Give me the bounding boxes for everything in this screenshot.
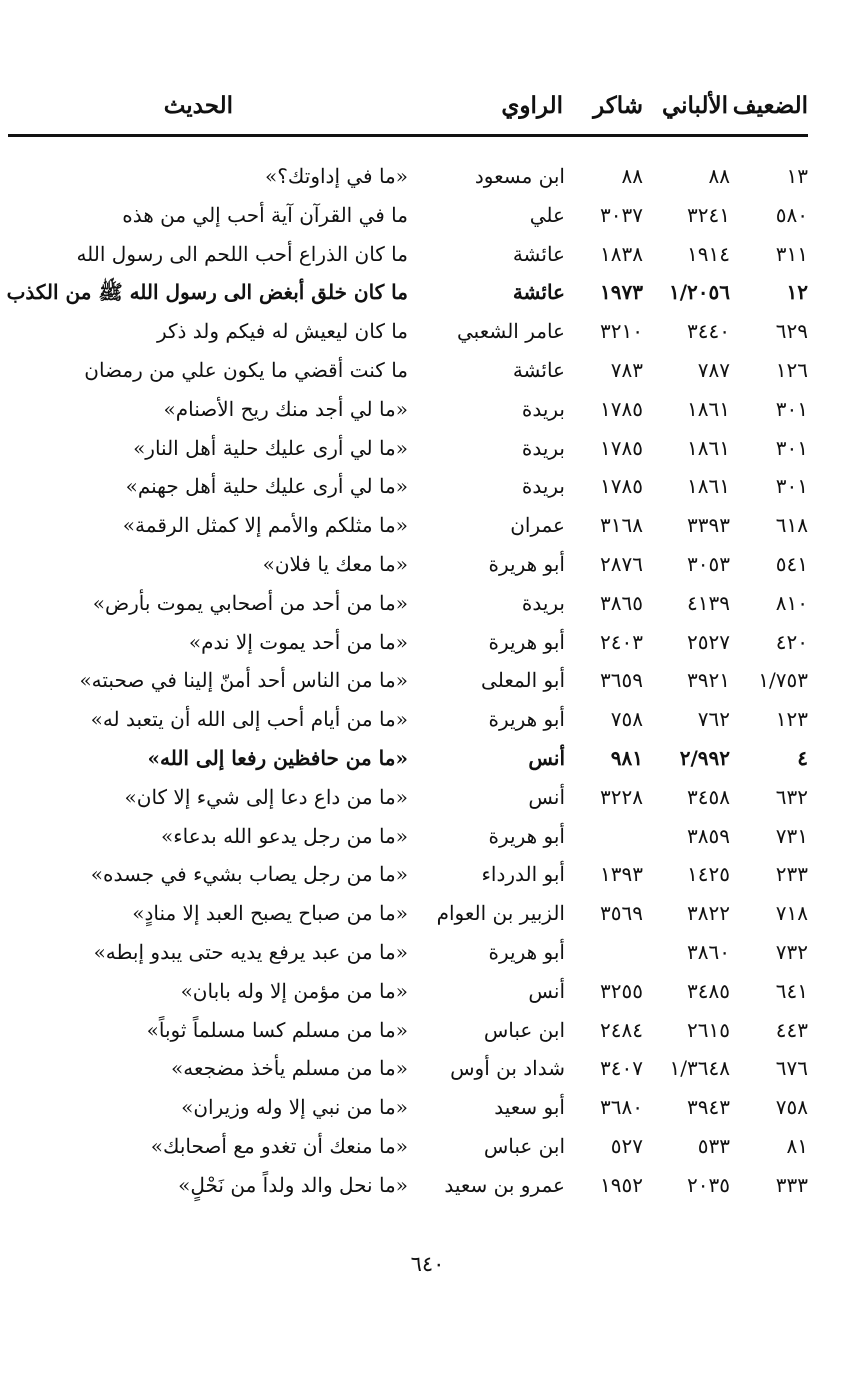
albani-cell: ٢٦١٥ <box>687 1017 730 1042</box>
albani-cell: ٢/٩٩٢ <box>679 745 730 770</box>
albani-cell: ٣٣٩٣ <box>687 513 730 538</box>
hadith-cell: «ما من أحد يموت إلا ندم» <box>188 629 408 654</box>
hadith-table <box>8 162 808 1210</box>
shakir-cell: ٧٨٣ <box>610 357 643 382</box>
table-row <box>8 977 808 1016</box>
rawi-cell: أبو هريرة <box>488 939 565 964</box>
table-row <box>8 783 808 822</box>
hadith-cell: «ما من مسلم يأخذ مضجعه» <box>171 1056 408 1081</box>
shakir-cell: ٥٢٧ <box>610 1133 643 1158</box>
table-row <box>8 240 808 279</box>
hadith-cell: ما كنت أقضي ما يكون علي من رمضان <box>84 357 408 382</box>
shakir-cell: ١٨٣٨ <box>600 241 643 266</box>
shakir-cell: ١٩٧٣ <box>600 280 643 305</box>
shakir-cell: ٣٠٣٧ <box>600 202 643 227</box>
rawi-cell: أبو هريرة <box>488 707 565 732</box>
rawi-cell: عائشة <box>512 241 565 266</box>
daif-cell: ٣٠١ <box>775 474 808 499</box>
daif-cell: ١٢ <box>786 280 808 305</box>
shakir-cell: ١٧٨٥ <box>600 474 643 499</box>
table-row <box>8 860 808 899</box>
hadith-cell: «ما من نبي إلا وله وزيران» <box>181 1095 408 1120</box>
daif-cell: ٤٢٠ <box>775 629 808 654</box>
table-row <box>8 472 808 511</box>
rawi-cell: ابن عباس <box>483 1133 565 1158</box>
header-albani: الألباني <box>661 92 728 119</box>
rawi-cell: أبو هريرة <box>488 629 565 654</box>
rawi-cell: بريدة <box>521 590 565 615</box>
hadith-cell: «ما لي أجد منك ريح الأصنام» <box>163 396 408 421</box>
albani-cell: ١٨٦١ <box>687 474 730 499</box>
rawi-cell: عامر الشعبي <box>457 319 565 344</box>
shakir-cell: ٣٢٥٥ <box>600 978 643 1003</box>
daif-cell: ٣٣٣ <box>775 1172 808 1197</box>
albani-cell: ٢٠٣٥ <box>687 1172 730 1197</box>
albani-cell: ٣٨٦٠ <box>687 939 730 964</box>
shakir-cell: ٣٦٨٠ <box>600 1095 643 1120</box>
table-row <box>8 1171 808 1210</box>
rawi-cell: عائشة <box>512 280 565 305</box>
shakir-cell: ١٧٨٥ <box>600 396 643 421</box>
shakir-cell: ٢٨٧٦ <box>600 551 643 576</box>
header-rule <box>8 134 808 137</box>
rawi-cell: أنس <box>528 978 565 1003</box>
header-shakir: شاكر <box>593 92 643 119</box>
daif-cell: ٧٣١ <box>775 823 808 848</box>
albani-cell: ٤١٣٩ <box>687 590 730 615</box>
daif-cell: ٦٢٩ <box>775 319 808 344</box>
table-row <box>8 1132 808 1171</box>
table-header <box>8 92 808 126</box>
albani-cell: ١/٣٦٤٨ <box>669 1056 730 1081</box>
rawi-cell: عمران <box>510 513 565 538</box>
table-row <box>8 628 808 667</box>
albani-cell: ٧٨٧ <box>697 357 730 382</box>
albani-cell: ٣٩٤٣ <box>687 1095 730 1120</box>
shakir-cell: ٧٥٨ <box>610 707 643 732</box>
albani-cell: ١٨٦١ <box>687 435 730 460</box>
daif-cell: ٦٤١ <box>775 978 808 1003</box>
albani-cell: ٣٤٥٨ <box>687 784 730 809</box>
table-row <box>8 1016 808 1055</box>
hadith-cell: «ما لي أرى عليك حلية أهل النار» <box>133 435 408 460</box>
hadith-cell: ما كان ليعيش له فيكم ولد ذكر <box>156 319 408 344</box>
rawi-cell: الزبير بن العوام <box>436 901 565 926</box>
table-row <box>8 705 808 744</box>
daif-cell: ١٢٣ <box>775 707 808 732</box>
daif-cell: ٥٤١ <box>775 551 808 576</box>
hadith-cell: «ما من داع دعا إلى شيء إلا كان» <box>124 784 408 809</box>
table-row <box>8 589 808 628</box>
daif-cell: ٣٠١ <box>775 396 808 421</box>
rawi-cell: عائشة <box>512 357 565 382</box>
rawi-cell: بريدة <box>521 435 565 460</box>
hadith-cell: «ما لي أرى عليك حلية أهل جهنم» <box>125 474 408 499</box>
rawi-cell: أبو هريرة <box>488 551 565 576</box>
table-row <box>8 822 808 861</box>
shakir-cell: ٣٥٦٩ <box>600 901 643 926</box>
rawi-cell: ابن مسعود <box>474 164 565 188</box>
daif-cell: ٤ <box>797 745 808 770</box>
albani-cell: ٨٨ <box>708 164 730 188</box>
hadith-cell: «ما نحل والد ولداً من نَحْلٍ» <box>178 1172 408 1197</box>
table-row <box>8 317 808 356</box>
table-row <box>8 201 808 240</box>
rawi-cell: أنس <box>528 784 565 809</box>
hadith-cell: «ما من مسلم كسا مسلماً ثوباً» <box>146 1017 408 1042</box>
table-row <box>8 434 808 473</box>
daif-cell: ٨١ <box>786 1133 808 1158</box>
albani-cell: ٧٦٢ <box>697 707 730 732</box>
rawi-cell: علي <box>529 202 565 227</box>
albani-cell: ٣٢٤١ <box>687 202 730 227</box>
hadith-cell: ما في القرآن آية أحب إلي من هذه <box>122 202 408 227</box>
rawi-cell: شداد بن أوس <box>450 1056 565 1081</box>
daif-cell: ٦٣٢ <box>775 784 808 809</box>
albani-cell: ٣٨٥٩ <box>687 823 730 848</box>
shakir-cell: ١٩٥٢ <box>600 1172 643 1197</box>
shakir-cell: ٣٤٠٧ <box>600 1056 643 1081</box>
rawi-cell: بريدة <box>521 474 565 499</box>
albani-cell: ١٨٦١ <box>687 396 730 421</box>
rawi-cell: عمرو بن سعيد <box>444 1172 565 1197</box>
albani-cell: ٣٨٢٢ <box>687 901 730 926</box>
table-row <box>8 666 808 705</box>
table-row <box>8 1054 808 1093</box>
table-row <box>8 162 808 201</box>
rawi-cell: أبو هريرة <box>488 823 565 848</box>
rawi-cell: أبو المعلى <box>481 668 565 693</box>
shakir-cell: ٣٨٦٥ <box>600 590 643 615</box>
daif-cell: ١٣ <box>786 164 808 188</box>
daif-cell: ٦١٨ <box>775 513 808 538</box>
albani-cell: ٣٠٥٣ <box>687 551 730 576</box>
hadith-cell: «ما من حافظين رفعا إلى الله» <box>147 745 408 770</box>
hadith-cell: «ما من رجل يصاب بشيء في جسده» <box>90 862 408 887</box>
hadith-cell: «ما من مؤمن إلا وله بابان» <box>180 978 408 1003</box>
albani-cell: ١٤٢٥ <box>687 862 730 887</box>
shakir-cell: ١٧٨٥ <box>600 435 643 460</box>
shakir-cell: ٢٤٨٤ <box>600 1017 643 1042</box>
hadith-cell: «ما مثلكم والأمم إلا كمثل الرقمة» <box>122 513 408 538</box>
hadith-cell: «ما في إداوتك؟» <box>265 164 408 188</box>
hadith-cell: «ما من عبد يرفع يديه حتى يبدو إبطه» <box>93 939 408 964</box>
shakir-cell: ٢٤٠٣ <box>600 629 643 654</box>
table-row <box>8 395 808 434</box>
daif-cell: ٧١٨ <box>775 901 808 926</box>
albani-cell: ١/٢٠٥٦ <box>668 280 730 305</box>
daif-cell: ٣٠١ <box>775 435 808 460</box>
shakir-cell: ٨٨ <box>621 164 643 188</box>
albani-cell: ٢٥٢٧ <box>687 629 730 654</box>
hadith-cell: «ما من أحد من أصحابي يموت بأرض» <box>92 590 408 615</box>
rawi-cell: أبو الدرداء <box>481 862 565 887</box>
table-row <box>8 1093 808 1132</box>
daif-cell: ٢٣٣ <box>775 862 808 887</box>
hadith-cell: «ما من رجل يدعو الله بدعاء» <box>161 823 408 848</box>
shakir-cell: ٩٨١ <box>610 745 643 770</box>
daif-cell: ٦٧٦ <box>775 1056 808 1081</box>
daif-cell: ١٢٦ <box>775 357 808 382</box>
rawi-cell: بريدة <box>521 396 565 421</box>
shakir-cell: ٣١٦٨ <box>600 513 643 538</box>
hadith-cell: «ما معك يا فلان» <box>262 551 408 576</box>
rawi-cell: أنس <box>528 745 565 770</box>
hadith-cell: «ما من صباح يصبح العبد إلا منادٍ» <box>132 901 408 926</box>
table-row <box>8 938 808 977</box>
header-rawi: الراوي <box>501 92 563 119</box>
albani-cell: ٥٣٣ <box>697 1133 730 1158</box>
table-row <box>8 278 808 317</box>
daif-cell: ١/٧٥٣ <box>758 668 808 693</box>
table-row <box>8 356 808 395</box>
daif-cell: ٣١١ <box>775 241 808 266</box>
shakir-cell: ٣٢١٠ <box>600 319 643 344</box>
daif-cell: ٧٥٨ <box>775 1095 808 1120</box>
daif-cell: ٧٣٢ <box>775 939 808 964</box>
hadith-cell: «ما من الناس أحد أمنّ إلينا في صحبته» <box>79 668 408 693</box>
daif-cell: ٨١٠ <box>775 590 808 615</box>
rawi-cell: أبو سعيد <box>494 1095 565 1120</box>
hadith-cell: ما كان خلق أبغض الى رسول الله ﷺ من الكذب <box>6 280 408 305</box>
header-hadith: الحديث <box>163 92 233 119</box>
shakir-cell: ٣٦٥٩ <box>600 668 643 693</box>
daif-cell: ٥٨٠ <box>775 202 808 227</box>
table-row <box>8 511 808 550</box>
albani-cell: ١٩١٤ <box>687 241 730 266</box>
table-row <box>8 744 808 783</box>
albani-cell: ٣٩٢١ <box>687 668 730 693</box>
shakir-cell: ٣٢٢٨ <box>600 784 643 809</box>
hadith-cell: ما كان الذراع أحب اللحم الى رسول الله <box>76 241 408 266</box>
daif-cell: ٤٤٣ <box>775 1017 808 1042</box>
hadith-cell: «ما منعك أن تغدو مع أصحابك» <box>150 1133 408 1158</box>
page-number: ٦٤٠ <box>410 1252 445 1276</box>
shakir-cell: ١٣٩٣ <box>600 862 643 887</box>
table-row <box>8 550 808 589</box>
table-row <box>8 899 808 938</box>
hadith-cell: «ما من أيام أحب إلى الله أن يتعبد له» <box>90 707 408 732</box>
rawi-cell: ابن عباس <box>483 1017 565 1042</box>
albani-cell: ٣٤٨٥ <box>687 978 730 1003</box>
header-daif: الضعيف <box>732 92 808 119</box>
albani-cell: ٣٤٤٠ <box>687 319 730 344</box>
